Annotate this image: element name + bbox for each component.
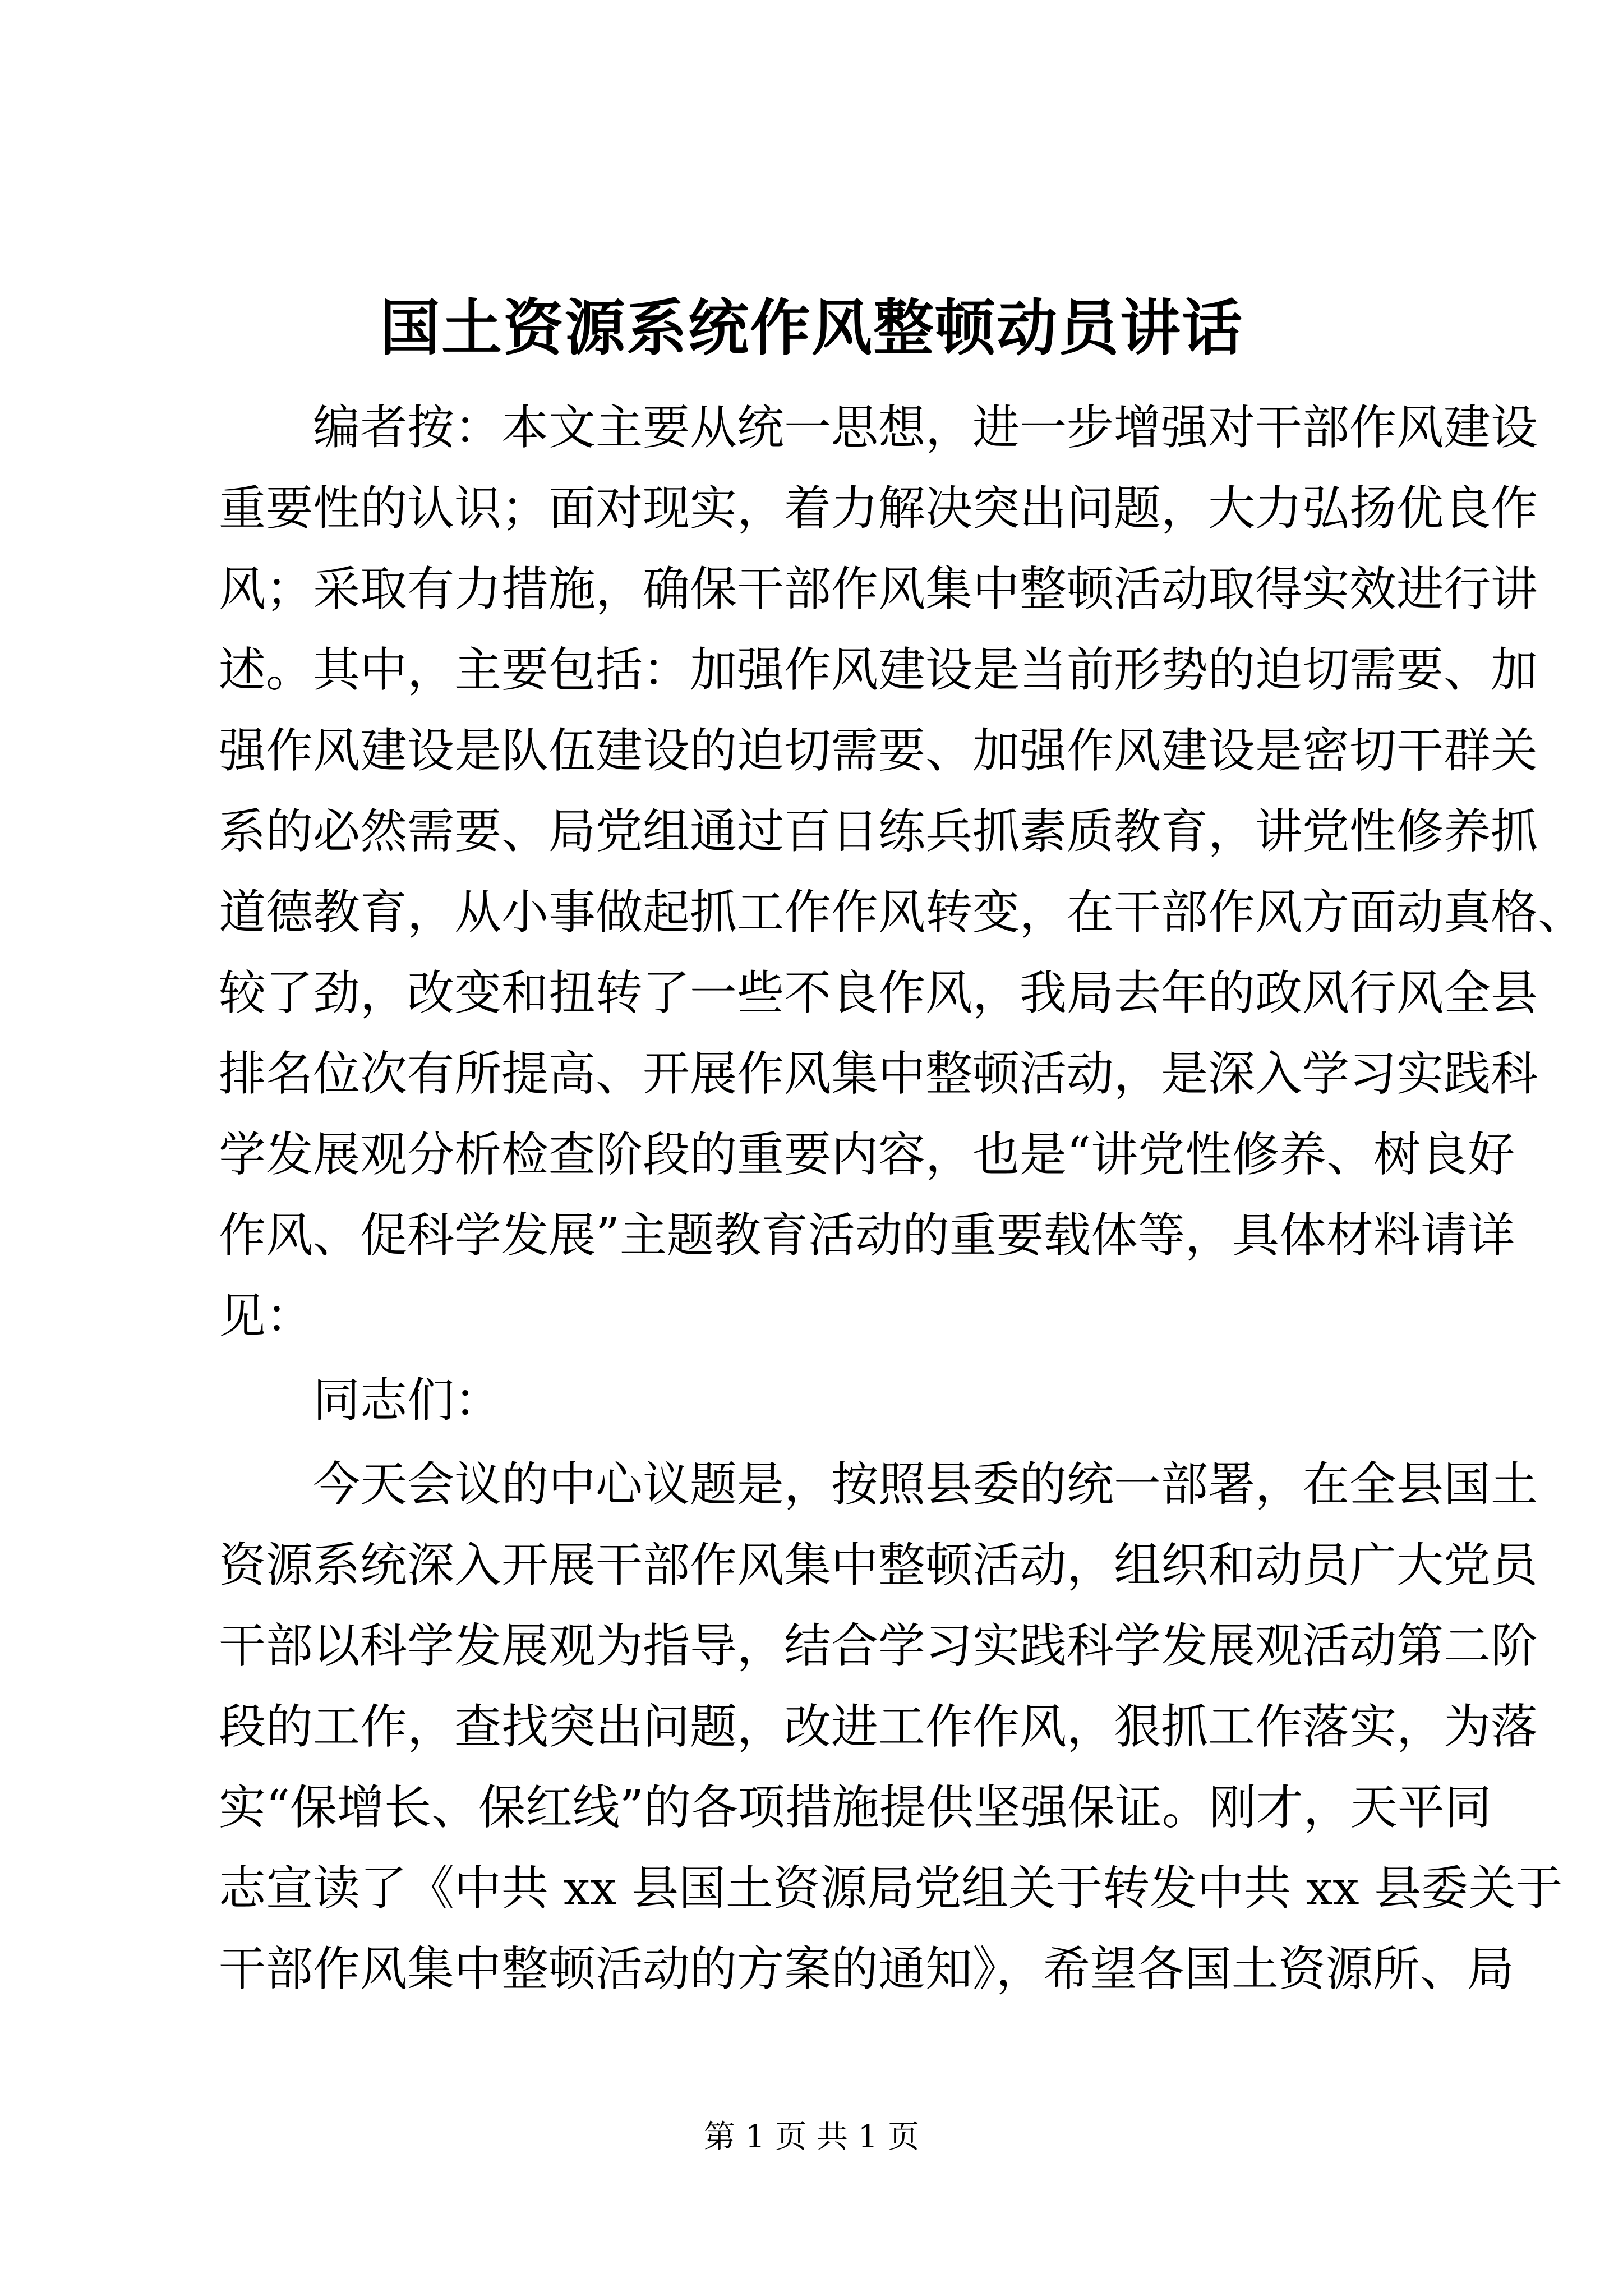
text-line: 作风、促科学发展”主题教育活动的重要载体等，具体材料请详 — [219, 1208, 1515, 1263]
text-line: 志宣读了《中共 xx 县国土资源局党组关于转发中共 xx 县委关于 — [219, 1861, 1563, 1916]
text-line: 排名位次有所提高、开展作风集中整顿活动，是深入学习实践科 — [219, 1046, 1538, 1101]
text-line: 干部以科学发展观为指导，结合学习实践科学发展观活动第二阶 — [219, 1618, 1538, 1673]
editor-note-paragraph — [219, 387, 1585, 1356]
speech-paragraph — [219, 1444, 1563, 2009]
text-line: 同志们： — [313, 1373, 502, 1428]
text-line: 学发展观分析检查阶段的重要内容，也是“讲党性修养、树良好 — [219, 1127, 1515, 1182]
text-line: 段的工作，查找突出问题，改进工作作风，狠抓工作落实，为落 — [219, 1699, 1538, 1754]
text-line: 述。其中，主要包括：加强作风建设是当前形势的迫切需要、加 — [219, 642, 1538, 697]
text-line: 干部作风集中整顿活动的方案的通知》，希望各国土资源所、局 — [219, 1941, 1515, 1996]
document-body — [219, 387, 1585, 2009]
text-line: 强作风建设是队伍建设的迫切需要、加强作风建设是密切干群关 — [219, 723, 1538, 778]
document-title: 国土资源系统作风整顿动员讲话 — [379, 293, 1243, 364]
text-line: 道德教育，从小事做起抓工作作风转变，在干部作风方面动真格、 — [219, 885, 1585, 940]
text-line: 见： — [219, 1289, 313, 1343]
text-line: 系的必然需要、局党组通过百日练兵抓素质教育，讲党性修养抓 — [219, 804, 1538, 859]
text-line: 资源系统深入开展干部作风集中整顿活动，组织和动员广大党员 — [219, 1538, 1538, 1593]
text-line: 风；采取有力措施，确保干部作风集中整顿活动取得实效进行讲 — [219, 562, 1538, 616]
salutation-paragraph — [219, 1360, 1424, 1441]
page-number-footer: 第 1 页 共 1 页 — [703, 2119, 920, 2155]
text-line: 编者按：本文主要从统一思想，进一步增强对干部作风建设 — [313, 400, 1538, 455]
text-line: 较了劲，改变和扭转了一些不良作风，我局去年的政风行风全县 — [219, 965, 1538, 1020]
text-line: 实“保增长、保红线”的各项措施提供坚强保证。刚才，天平同 — [219, 1780, 1492, 1835]
text-line: 今天会议的中心议题是，按照县委的统一部署，在全县国土 — [313, 1457, 1538, 1512]
text-line: 重要性的认识；面对现实，着力解决突出问题，大力弘扬优良作 — [219, 481, 1538, 536]
